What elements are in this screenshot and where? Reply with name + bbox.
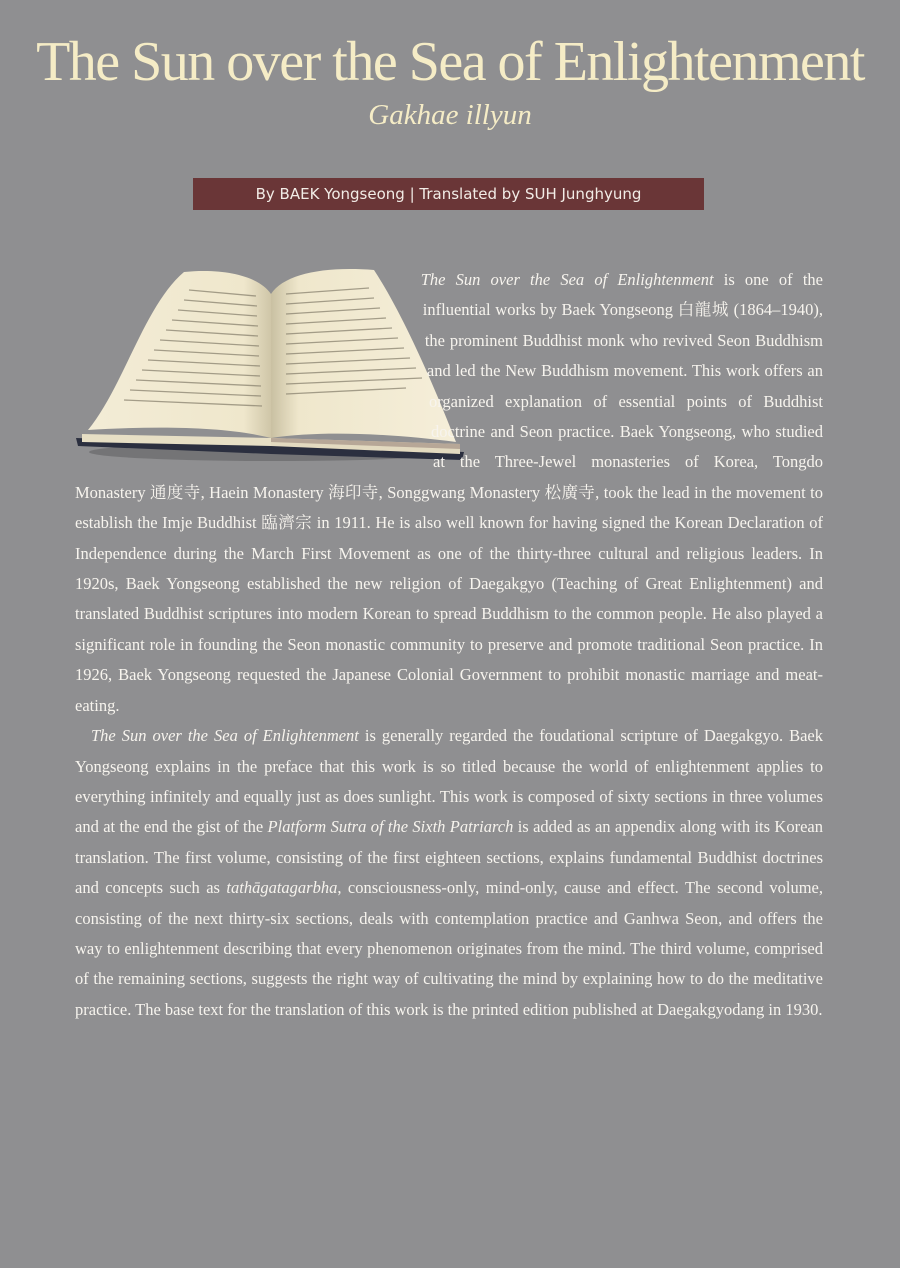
page-title: The Sun over the Sea of Enlightenment [36,31,864,93]
article-body [75,265,823,1025]
byline-banner: By BAEK Yongseong | Translated by SUH Junghyung [193,178,704,210]
paragraph-structure [75,721,823,1025]
paragraph-structure-text-c: , consciousness-only, mind-only, cause and effect. The second volume, consisting of the next thirty-six sections, deals with contemplation practice and Ganhwa Seon, and offers the way to enlightenment describing that every phenomenon originates from the mind. The third volume, comprised of the remaining sections, suggests the right way of cultivating the mind by explaining how to do the meditative practice. The base text for the translation of this work is the printed edition published at Daegakgyodang in 1930. [75,878,823,1019]
paragraph-intro-text: is one of the influential works by Baek Yongseong 白龍城 (1864–1940), the prominent Buddhist monk who revived Seon Buddhism and led the New Buddhism movement. This work offers an organized explanation of essential points of Buddhist doctrine and Seon practice. Baek Yongseong, who studied at the Three-Jewel monasteries of Korea, Tongdo Monastery 通度寺, Haein Monastery 海印寺, Songgwang Monastery 松廣寺, took the lead in the movement to establish the Imje Buddhist 臨濟宗 in 1911. He is also well known for having signed the Korean Declaration of Independence during the March First Movement as one of the thirty-three cultural and religious leaders. In 1920s, Baek Yongseong established the new religion of Daegakgyo (Teaching of Great Enlightenment) and translated Buddhist scriptures into modern Korean to spread Buddhism to the common people. He also played a significant role in founding the Seon monastic community to preserve and promote traditional Seon practice. In 1926, Baek Yongseong requested the Japanese Colonial Government to prohibit monastic marriage and meat-eating. [75,270,823,715]
paragraph-structure-text-b: is added as an appendix along with its Korean translation. The first volume, consisting of the first eighteen sections, explains fundamental Buddhist doctrines and concepts such as [75,817,823,898]
image-text-wrap-spacer [75,265,433,477]
work-title-ref: The Sun over the Sea of Enlightenment [420,270,714,289]
sutra-title-ref: Platform Sutra of the Sixth Patriarch [267,817,514,837]
work-title-ref: The Sun over the Sea of Enlightenment [91,726,359,746]
paragraph-structure-text-a: is generally regarded the foudational scripture of Daegakgyo. Baek Yongseong explains in the preface that this work is so titled because the world of enlightenment applies to everything infinitely and equally just as does sunlight. This work is composed of sixty sections in three volumes and at the end the gist of the [75,726,823,837]
page-subtitle: Gakhae illyun [368,99,532,131]
term-tathagatagarbha: tathāgatagarbha [226,878,338,898]
